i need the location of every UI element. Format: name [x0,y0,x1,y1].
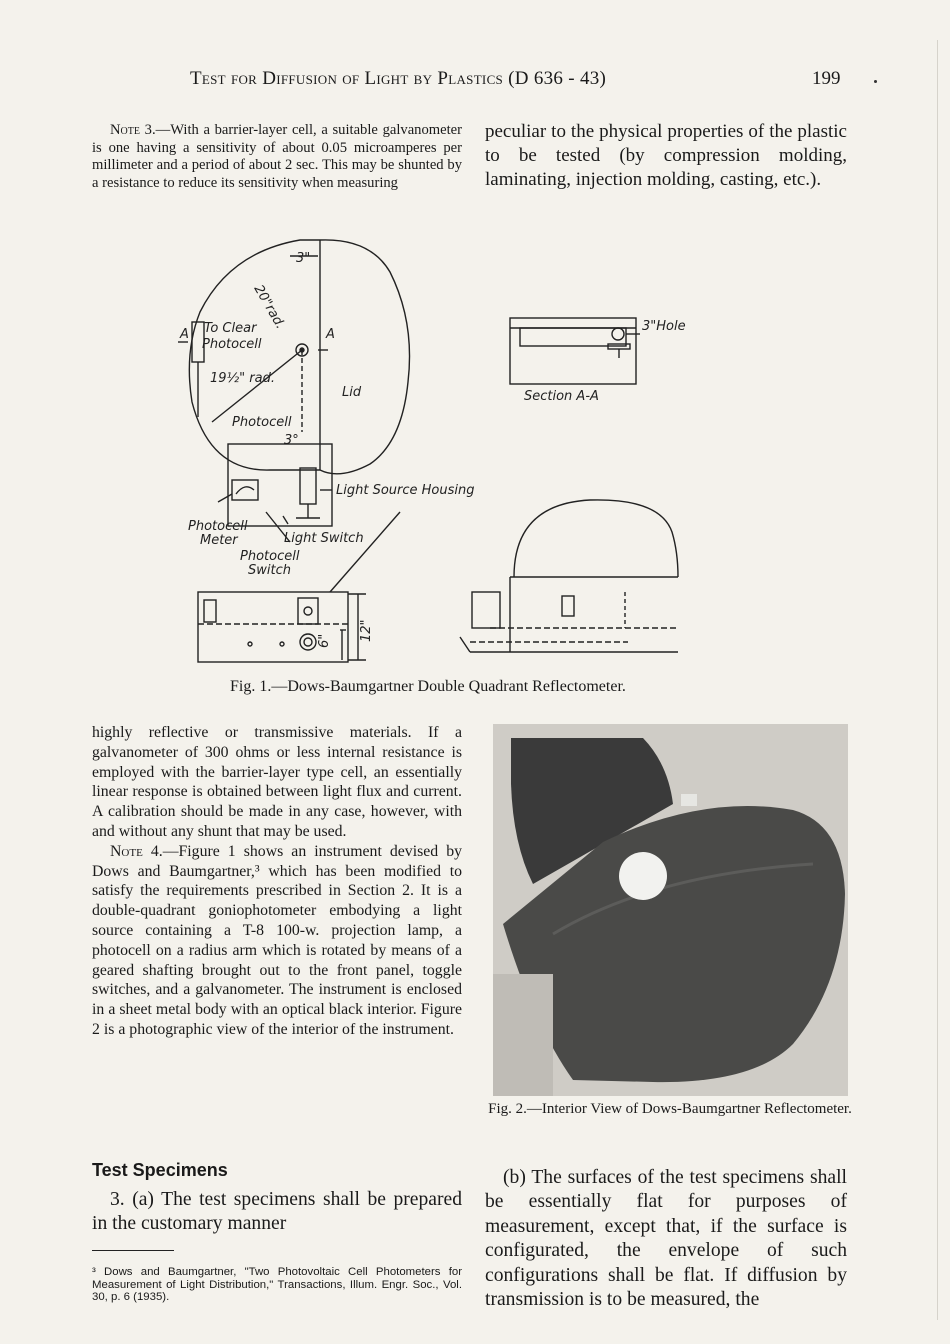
para-3b-text: (b) The surfaces of the test specimens shall be essentially flat for purposes of measurement, except that, if the surface is configurated, the envelope of such configurations shall be flat. If diffusion by transmission is to be measured, the [485,1167,847,1311]
paragraph-3a [92,1188,462,1236]
label-to-clear: To Clear [204,321,257,336]
radius-arm [212,350,302,422]
label-to-clear-2: Photocell [202,337,262,352]
para-3a-text: 3. (a) The test specimens shall be prepared in the customary manner [92,1189,462,1234]
figure-1-drawing [170,232,730,672]
label-lid: Lid [342,385,362,400]
paragraph-3b [485,1166,847,1312]
label-a-right: A [326,327,335,342]
body-paragraph-1: highly reflective or transmissive materials. If a galvanometer of 300 ohms or less internal resistance is employed with the barrier-layer type cell, an essentially linear response is obtained between light flux and current. A calibration should be made in any case, however, with and without any shunt that may be used. [92,724,462,840]
figure-2-svg [493,724,848,1096]
photo-opening [619,852,667,900]
body-left-column [92,723,462,1040]
note-4-label: Note 4. [110,842,163,860]
label-hole: 3"Hole [642,319,686,334]
section-heading: Test Specimens [92,1160,228,1180]
label-photocell-meter-1: Photocell [188,519,248,534]
label-3in: 3" [296,251,311,266]
figure-2-caption: Fig. 2.—Interior View of Dows-Baumgartner Reflectometer. [488,1101,852,1117]
label-19rad: 19½" rad. [210,371,275,386]
figure-2-photo [493,724,848,1096]
page-edge [937,40,938,1320]
front-elevation [198,592,348,662]
label-photocell: Photocell [232,415,292,430]
label-light-switch: Light Switch [284,531,364,546]
note-3-label: Note 3. [110,122,156,138]
note-3-text: —With a barrier-layer cell, a suitable galvanometer is one having a sensitivity of about 0.05 microamperes per millimeter and a period of about 2 sec. This may be shunted by a resistance to reduce its sensitivity when measuring [92,122,462,191]
label-photocell-switch-2: Switch [248,563,291,578]
footnote: ³ Dows and Baumgartner, "Two Photovoltaic Cell Photometers for Measurement of Light Distribution," Transactions, Illum. Engr. Soc., Vol. 30, p. 6 (1935). [92,1266,462,1304]
label-20rad: 20"rad. [250,282,288,332]
side-elevation [514,500,678,577]
figure-1-caption: Fig. 1.—Dows-Baumgartner Double Quadrant Reflectometer. [230,678,626,695]
right-top-paragraph [485,120,847,192]
running-header: Test for Diffusion of Light by Plastics (D 636 - 43) [190,68,607,89]
note-4-text: —Figure 1 shows an instrument devised by Dows and Baumgartner,³ which has been modified to satisfy the requirements prescribed in Section 2. It is a double-quadrant goniophotometer embodying a light source containing a T-8 100-w. projection lamp, a photocell on a radius arm which is rotated by means of a geared shafting brought out to the front panel, toggle switches, and a galvanometer. The instrument is enclosed in a sheet metal body with an optical black interior. Figure 2 is a photographic view of the interior of the instrument. [92,842,462,1038]
label-12in: 12" [359,619,374,642]
label-section-aa: Section A-A [524,389,599,404]
label-6in: 6" [317,633,332,648]
label-light-source: Light Source Housing [336,483,475,498]
footnote-rule [92,1250,174,1251]
page-number: 199 [812,68,841,89]
figure-1-svg [170,232,730,672]
label-a-left: A [180,327,189,342]
cabinet-outline [189,240,409,474]
right-top-text: peculiar to the physical properties of the plastic to be tested (by compression molding, laminating, injection molding, casting, etc.). [485,121,847,190]
note-3 [92,122,462,192]
note-4 [92,842,462,1040]
label-3deg: 3° [284,433,299,448]
margin-dot [874,80,877,83]
label-photocell-meter-2: Meter [200,533,238,548]
label-photocell-switch-1: Photocell [240,549,300,564]
